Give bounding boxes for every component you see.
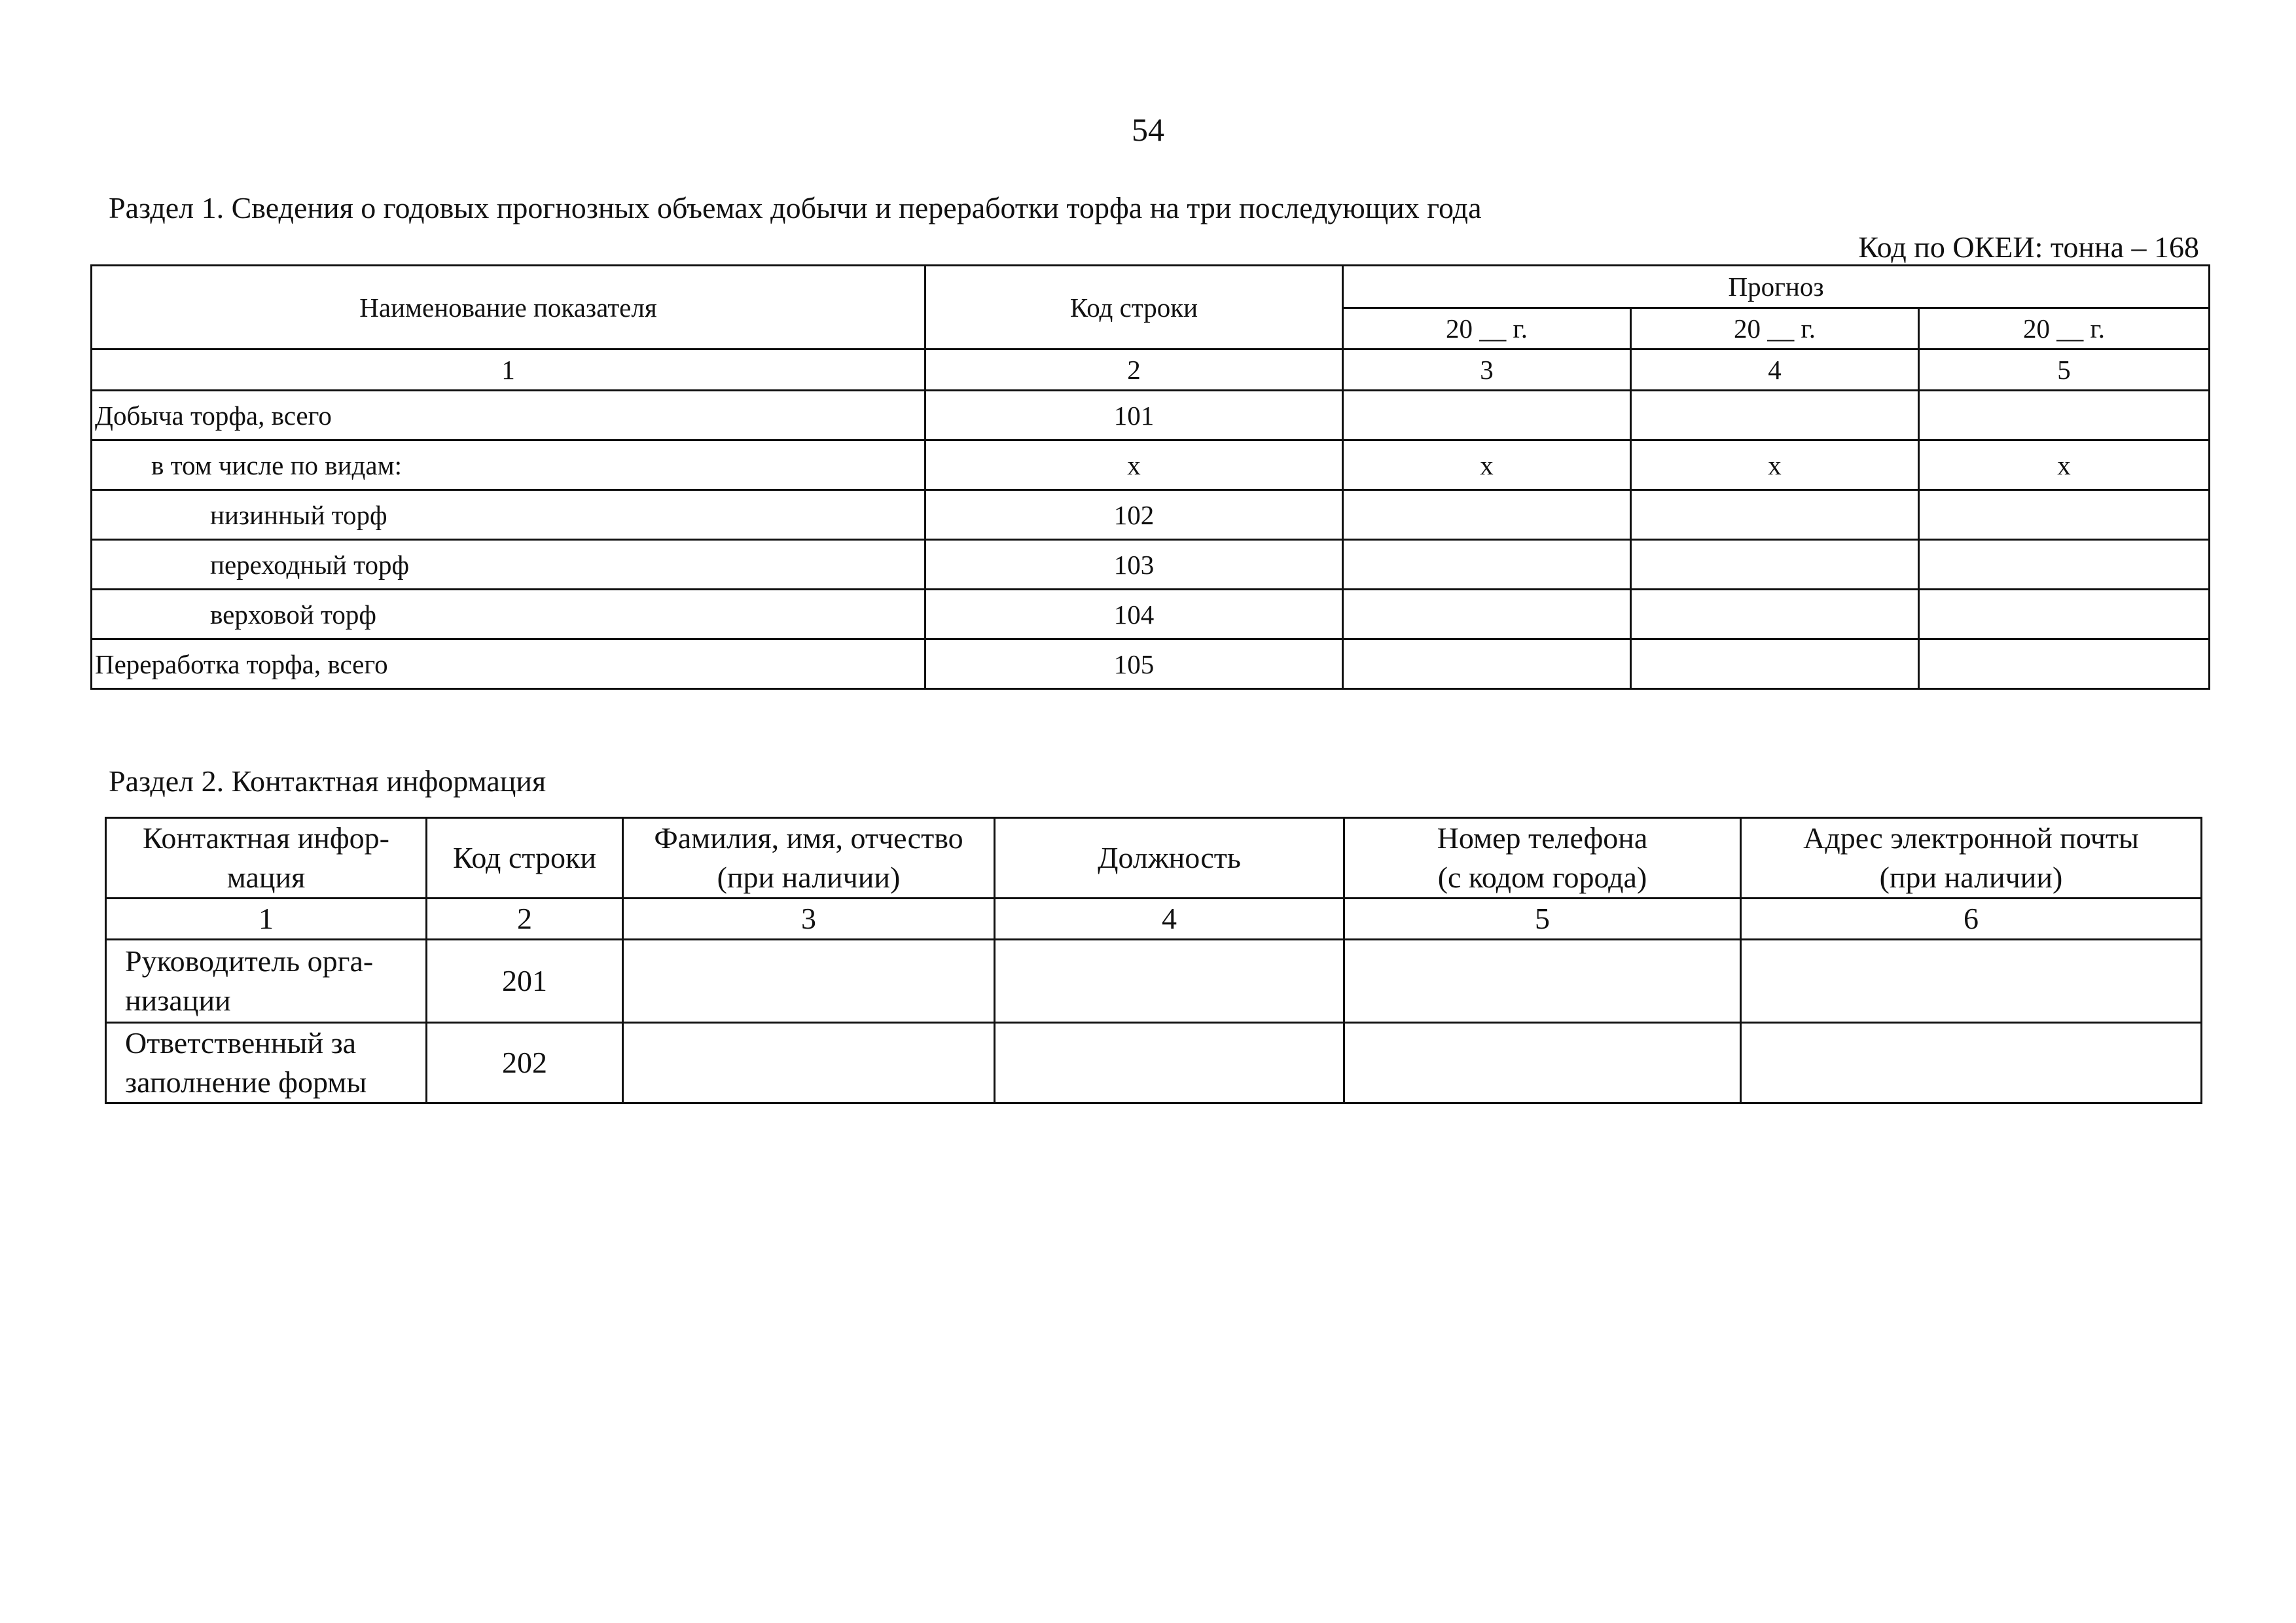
table-row — [92, 590, 2210, 639]
forecast-cell[interactable] — [1343, 639, 1631, 689]
column-numbers-row — [92, 349, 2210, 391]
email-cell[interactable] — [1741, 940, 2202, 1023]
table-row — [92, 440, 2210, 490]
header-phone-line: Номер телефона — [1437, 821, 1648, 855]
contact-role-line: низации — [125, 984, 231, 1017]
table-row — [92, 391, 2210, 440]
column-numbers-row — [106, 899, 2202, 940]
phone-cell[interactable] — [1344, 1023, 1741, 1103]
header-fio — [623, 818, 995, 899]
forecast-cell[interactable] — [1631, 540, 1919, 590]
forecast-cell[interactable] — [1631, 590, 1919, 639]
forecast-cell[interactable] — [1631, 639, 1919, 689]
table-row — [92, 540, 2210, 590]
forecast-cell[interactable] — [1631, 391, 1919, 440]
indicator-name: низинный торф — [92, 490, 925, 540]
header-phone-line: (с кодом города) — [1437, 861, 1647, 894]
page-number: 54 — [1132, 111, 1164, 148]
position-cell[interactable] — [995, 1023, 1344, 1103]
header-phone — [1344, 818, 1741, 899]
table-row — [92, 639, 2210, 689]
forecast-cell[interactable] — [1919, 590, 2210, 639]
fio-cell[interactable] — [623, 1023, 995, 1103]
indicator-name: Переработка торфа, всего — [92, 639, 925, 689]
header-contact-line: Контактная инфор- — [143, 821, 389, 855]
forecast-cell[interactable] — [1919, 639, 2210, 689]
header-row — [92, 266, 2210, 308]
row-code: 101 — [925, 391, 1343, 440]
forecast-cell: х — [1343, 440, 1631, 490]
forecast-cell: х — [1919, 440, 2210, 490]
forecast-cell[interactable] — [1631, 490, 1919, 540]
email-cell[interactable] — [1741, 1023, 2202, 1103]
header-contact — [106, 818, 427, 899]
forecast-cell[interactable] — [1343, 391, 1631, 440]
header-row-code: Код строки — [427, 818, 623, 899]
forecast-cell[interactable] — [1919, 391, 2210, 440]
forecast-cell[interactable] — [1343, 540, 1631, 590]
indicator-name: верховой торф — [92, 590, 925, 639]
header-fio-line: Фамилия, имя, отчество — [654, 821, 963, 855]
contact-role — [106, 1023, 427, 1103]
header-email — [1741, 818, 2202, 899]
forecast-cell[interactable] — [1343, 590, 1631, 639]
position-cell[interactable] — [995, 940, 1344, 1023]
indicator-name: переходный торф — [92, 540, 925, 590]
column-number: 3 — [623, 899, 995, 940]
header-year-2: 20 __ г. — [1631, 308, 1919, 349]
column-number: 4 — [995, 899, 1344, 940]
column-number: 6 — [1741, 899, 2202, 940]
row-code: 104 — [925, 590, 1343, 639]
header-row — [106, 818, 2202, 899]
forecast-cell[interactable] — [1919, 490, 2210, 540]
indicator-name: в том числе по видам: — [92, 440, 925, 490]
forecast-cell[interactable] — [1343, 490, 1631, 540]
column-number: 2 — [427, 899, 623, 940]
forecast-cell: х — [1631, 440, 1919, 490]
row-code: 103 — [925, 540, 1343, 590]
contact-role — [106, 940, 427, 1023]
column-number: 2 — [925, 349, 1343, 391]
fio-cell[interactable] — [623, 940, 995, 1023]
row-code: 201 — [427, 940, 623, 1023]
indicator-name: Добыча торфа, всего — [92, 391, 925, 440]
header-contact-line: мация — [226, 861, 306, 894]
table-row — [106, 1023, 2202, 1103]
forecast-cell[interactable] — [1919, 540, 2210, 590]
header-forecast: Прогноз — [1343, 266, 2210, 308]
column-number: 4 — [1631, 349, 1919, 391]
column-number: 5 — [1344, 899, 1741, 940]
table-row — [106, 940, 2202, 1023]
header-row-code: Код строки — [925, 266, 1343, 349]
column-number: 5 — [1919, 349, 2210, 391]
okei-unit-note: Код по ОКЕИ: тонна – 168 — [1858, 230, 2199, 264]
table-row — [92, 490, 2210, 540]
row-code: 102 — [925, 490, 1343, 540]
header-year-3: 20 __ г. — [1919, 308, 2210, 349]
header-email-line: Адрес электронной почты — [1803, 821, 2139, 855]
phone-cell[interactable] — [1344, 940, 1741, 1023]
header-year-1: 20 __ г. — [1343, 308, 1631, 349]
forecast-table — [90, 264, 2210, 690]
contact-role-line: Ответственный за — [125, 1026, 357, 1060]
row-code: 105 — [925, 639, 1343, 689]
column-number: 3 — [1343, 349, 1631, 391]
section1-title: Раздел 1. Сведения о годовых прогнозных объемах добычи и переработки торфа на три последующих года — [109, 191, 1482, 224]
contact-table — [105, 817, 2202, 1104]
column-number: 1 — [106, 899, 427, 940]
section2-title: Раздел 2. Контактная информация — [109, 764, 547, 798]
header-position: Должность — [995, 818, 1344, 899]
contact-role-line: Руководитель орга- — [125, 944, 374, 978]
header-indicator-name: Наименование показателя — [92, 266, 925, 349]
header-email-line: (при наличии) — [1879, 861, 2063, 894]
row-code: х — [925, 440, 1343, 490]
row-code: 202 — [427, 1023, 623, 1103]
column-number: 1 — [92, 349, 925, 391]
contact-role-line: заполнение формы — [125, 1065, 367, 1099]
header-fio-line: (при наличии) — [717, 861, 901, 894]
